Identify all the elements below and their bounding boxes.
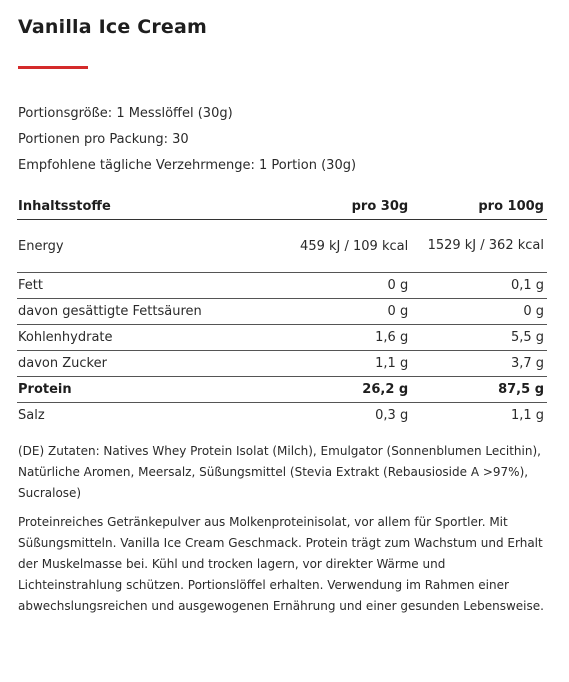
- product-description: Proteinreiches Getränkepulver aus Molkenproteinisolat, vor allem für Sportler. Mit Süßungsmitteln. Vanilla Ice Cream Geschmack. Protein trägt zum Wachstum und Erhalt der Muskelmasse bei. Kühl und trocken lagern, vor direkter Wärme und Lichteinstrahlung schützen. Portionslöffel erhalten. Verwendung im Rahmen einer abwechslungsreichen und ausgewogenen Ernährung und einer gesunden Lebensweise.: [18, 515, 544, 613]
- table-row: [17, 220, 547, 273]
- servings-per-pack: Portionen pro Packung: 30: [18, 132, 189, 147]
- recommended-intake: Empfohlene tägliche Verzehrmenge: 1 Portion (30g): [18, 158, 357, 173]
- row-per-100g: 1529 kJ / 362 kcal: [411, 220, 547, 273]
- row-name: Protein: [17, 377, 266, 403]
- row-name: Kohlenhydrate: [17, 325, 266, 351]
- row-name: Fett: [17, 273, 266, 299]
- row-per-100g: 5,5 g: [411, 325, 547, 351]
- row-per-100g: 3,7 g: [411, 351, 547, 377]
- row-per-100g: 1,1 g: [510, 408, 544, 423]
- table-row: [17, 403, 547, 429]
- row-name: davon Zucker: [17, 351, 266, 377]
- ingredients-text: (DE) Zutaten: Natives Whey Protein Isolat (Milch), Emulgator (Sonnenblumen Lecithin), Natürliche Aromen, Meersalz, Süßungsmittel (Stevia Extrakt (Rebausioside A >97%), Sucralose): [18, 444, 541, 500]
- header-per-100g: pro 100g: [411, 193, 547, 220]
- row-per-100g: 0,1 g: [411, 273, 547, 299]
- header-per-30g: pro 30g: [266, 193, 411, 220]
- row-name: Energy: [17, 220, 266, 273]
- row-per-30g: 0 g: [266, 299, 411, 325]
- row-per-30g: 1,6 g: [266, 325, 411, 351]
- row-per-30g: 459 kJ / 109 kcal: [266, 220, 411, 273]
- row-name: Salz: [18, 408, 45, 423]
- table-row: [17, 325, 547, 351]
- nutrition-table: [17, 193, 547, 428]
- row-per-30g: 1,1 g: [266, 351, 411, 377]
- row-per-100g: 0 g: [411, 299, 547, 325]
- header-ingredients: Inhaltsstoffe: [17, 193, 266, 220]
- serving-size: Portionsgröße: 1 Messlöffel (30g): [18, 106, 233, 121]
- row-per-30g: 26,2 g: [266, 377, 411, 403]
- table-row: [17, 377, 547, 403]
- title-accent-bar: [18, 66, 88, 69]
- product-title: Vanilla Ice Cream: [18, 16, 208, 38]
- table-row: [17, 351, 547, 377]
- row-name: davon gesättigte Fettsäuren: [17, 299, 266, 325]
- row-per-30g: 0,3 g: [375, 408, 409, 423]
- serving-info: [18, 101, 356, 179]
- row-per-30g: 0 g: [266, 273, 411, 299]
- table-row: [17, 299, 547, 325]
- table-row: [17, 273, 547, 299]
- nutrition-header-row: [17, 193, 547, 220]
- row-per-100g: 87,5 g: [411, 377, 547, 403]
